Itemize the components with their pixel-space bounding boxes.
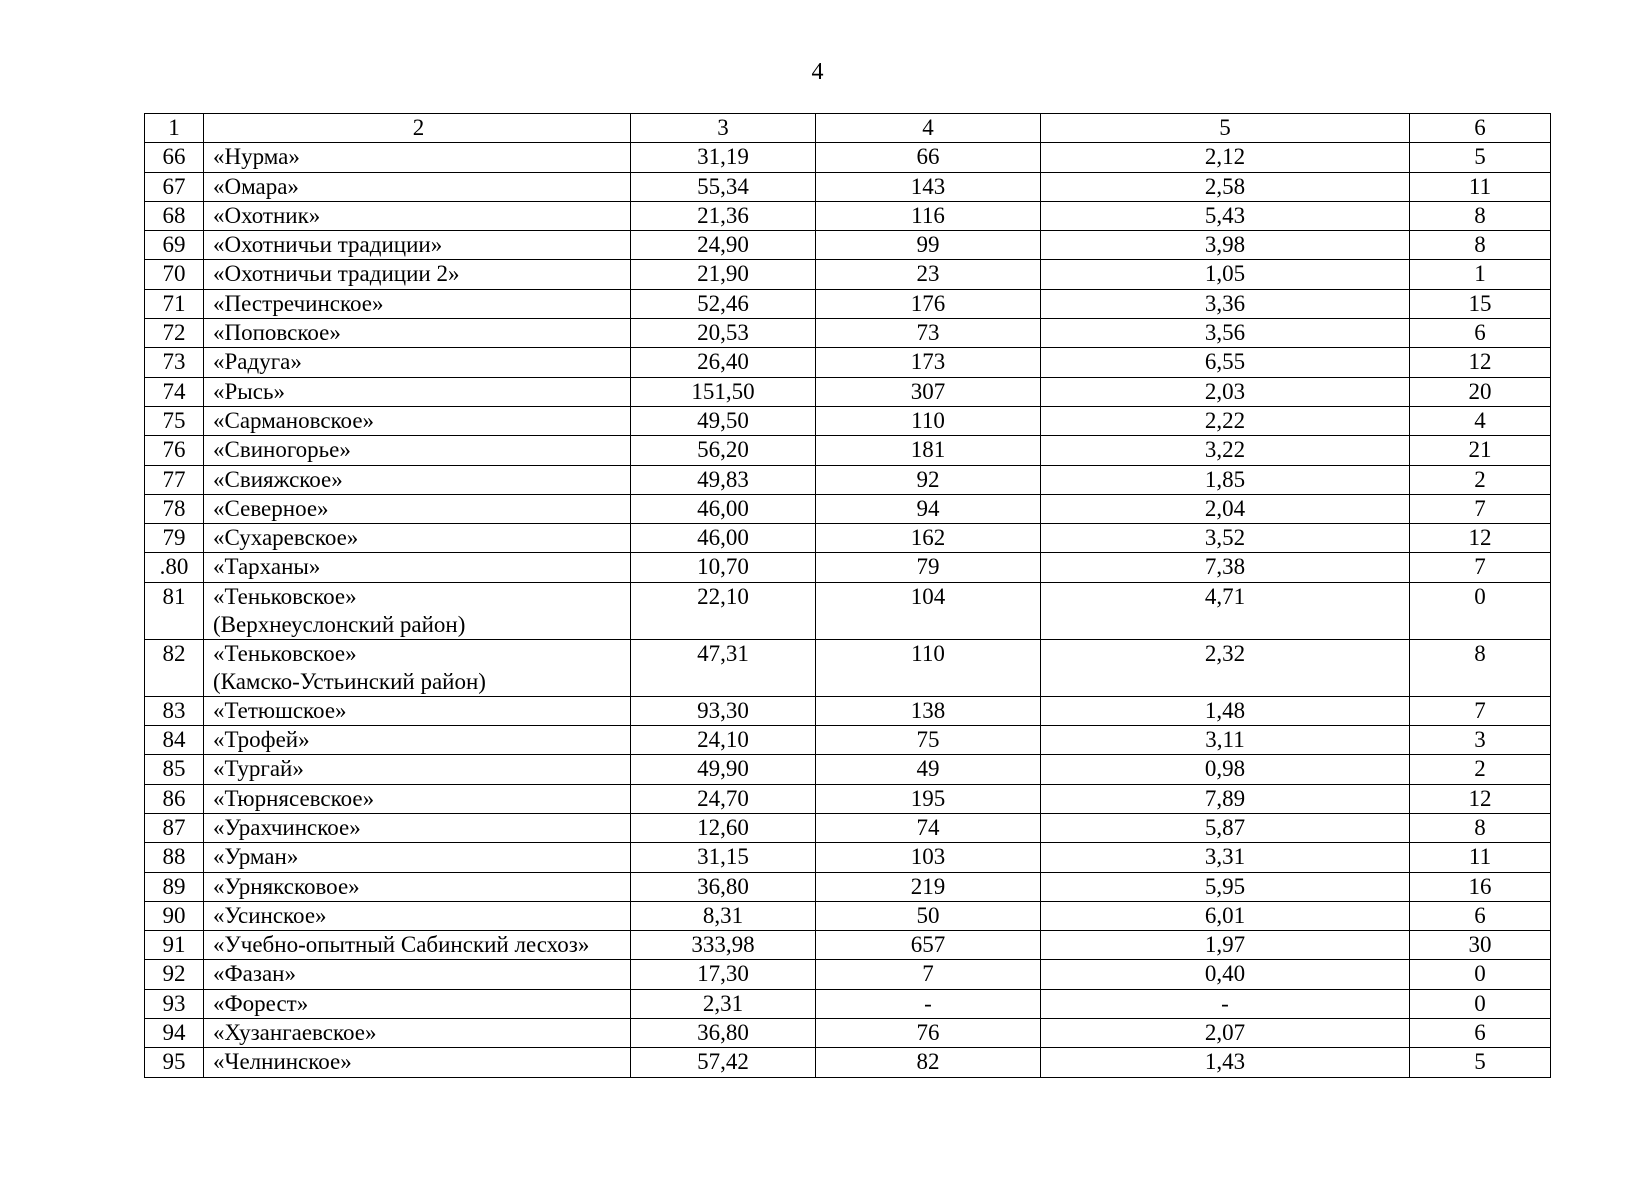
table-row xyxy=(145,406,1551,435)
col5-cell: 2,58 xyxy=(1041,172,1410,201)
col4-cell: 110 xyxy=(816,639,1041,696)
table-row xyxy=(145,348,1551,377)
col6-cell: 8 xyxy=(1410,813,1551,842)
col4-cell: 173 xyxy=(816,348,1041,377)
row-number-cell: 73 xyxy=(145,348,204,377)
col3-cell: 24,10 xyxy=(631,726,816,755)
col5-cell: 3,36 xyxy=(1041,289,1410,318)
row-number-cell: 95 xyxy=(145,1048,204,1077)
row-number-cell: 84 xyxy=(145,726,204,755)
table-row xyxy=(145,465,1551,494)
col6-cell: 2 xyxy=(1410,755,1551,784)
row-number-cell: 70 xyxy=(145,260,204,289)
row-number-cell: 82 xyxy=(145,639,204,696)
name-line: «Охотник» xyxy=(213,202,321,228)
name-line: «Тарханы» xyxy=(213,554,321,580)
col5-cell: 7,89 xyxy=(1041,784,1410,813)
table-row xyxy=(145,931,1551,960)
col5-cell: 6,01 xyxy=(1041,901,1410,930)
table-row xyxy=(145,960,1551,989)
table-row xyxy=(145,755,1551,784)
col6-cell: 15 xyxy=(1410,289,1551,318)
name-line: «Тургай» xyxy=(213,756,304,782)
name-line: «Радуга» xyxy=(213,349,302,375)
col4-cell: 92 xyxy=(816,465,1041,494)
name-line: «Хузангаевское» xyxy=(213,1020,377,1046)
col5-cell: 3,22 xyxy=(1041,436,1410,465)
col3-cell: 20,53 xyxy=(631,319,816,348)
name-cell xyxy=(204,755,631,784)
col4-cell: - xyxy=(816,989,1041,1018)
row-number-cell: 81 xyxy=(145,582,204,639)
col4-cell: 94 xyxy=(816,494,1041,523)
col6-cell: 1 xyxy=(1410,260,1551,289)
name-cell xyxy=(204,726,631,755)
col5-cell: 2,12 xyxy=(1041,143,1410,172)
col5-cell: 2,32 xyxy=(1041,639,1410,696)
name-cell xyxy=(204,843,631,872)
table-row xyxy=(145,377,1551,406)
col6-cell: 7 xyxy=(1410,696,1551,725)
name-line: «Свияжское» xyxy=(213,466,343,492)
row-number-cell: 67 xyxy=(145,172,204,201)
table-row xyxy=(145,582,1551,639)
col4-cell: 82 xyxy=(816,1048,1041,1077)
col6-cell: 0 xyxy=(1410,989,1551,1018)
col4-cell: 143 xyxy=(816,172,1041,201)
table-header-row xyxy=(145,114,1551,143)
name-line: «Нурма» xyxy=(213,144,300,170)
col5-cell: 2,03 xyxy=(1041,377,1410,406)
name-line: «Учебно-опытный Сабинский лесхоз» xyxy=(213,932,590,958)
name-cell xyxy=(204,172,631,201)
col5-cell: 5,95 xyxy=(1041,872,1410,901)
col6-cell: 12 xyxy=(1410,524,1551,553)
col3-cell: 26,40 xyxy=(631,348,816,377)
table-row xyxy=(145,726,1551,755)
col3-cell: 46,00 xyxy=(631,524,816,553)
row-number-cell: 72 xyxy=(145,319,204,348)
row-number-cell: 66 xyxy=(145,143,204,172)
col5-cell: 3,98 xyxy=(1041,231,1410,260)
col6-cell: 5 xyxy=(1410,143,1551,172)
col3-cell: 31,19 xyxy=(631,143,816,172)
col3-cell: 8,31 xyxy=(631,901,816,930)
header-cell-4: 4 xyxy=(816,114,1041,143)
row-number-cell: 85 xyxy=(145,755,204,784)
col5-cell: 1,43 xyxy=(1041,1048,1410,1077)
row-number-cell: 89 xyxy=(145,872,204,901)
col4-cell: 49 xyxy=(816,755,1041,784)
col3-cell: 17,30 xyxy=(631,960,816,989)
col5-cell: 2,22 xyxy=(1041,406,1410,435)
row-number-cell: 71 xyxy=(145,289,204,318)
col4-cell: 99 xyxy=(816,231,1041,260)
name-line: «Форест» xyxy=(213,990,309,1016)
col4-cell: 138 xyxy=(816,696,1041,725)
col4-cell: 162 xyxy=(816,524,1041,553)
name-line: «Усинское» xyxy=(213,902,327,928)
col6-cell: 8 xyxy=(1410,231,1551,260)
col4-cell: 181 xyxy=(816,436,1041,465)
col5-cell: 2,04 xyxy=(1041,494,1410,523)
name-line: «Урняксковое» xyxy=(213,873,360,899)
table-row xyxy=(145,872,1551,901)
col4-cell: 195 xyxy=(816,784,1041,813)
name-line: «Сухаревское» xyxy=(213,525,359,551)
col5-cell: 3,56 xyxy=(1041,319,1410,348)
row-number-cell: 88 xyxy=(145,843,204,872)
name-line: «Поповское» xyxy=(213,320,341,346)
col5-cell: 1,48 xyxy=(1041,696,1410,725)
row-number-cell: 69 xyxy=(145,231,204,260)
col3-cell: 24,70 xyxy=(631,784,816,813)
header-cell-5: 5 xyxy=(1041,114,1410,143)
col4-cell: 66 xyxy=(816,143,1041,172)
col6-cell: 4 xyxy=(1410,406,1551,435)
row-number-cell: 77 xyxy=(145,465,204,494)
col4-cell: 50 xyxy=(816,901,1041,930)
col4-cell: 74 xyxy=(816,813,1041,842)
col6-cell: 16 xyxy=(1410,872,1551,901)
col3-cell: 47,31 xyxy=(631,639,816,696)
col4-cell: 79 xyxy=(816,553,1041,582)
name-cell xyxy=(204,260,631,289)
name-cell xyxy=(204,582,631,639)
table-row xyxy=(145,696,1551,725)
col4-cell: 7 xyxy=(816,960,1041,989)
row-number-cell: 75 xyxy=(145,406,204,435)
col6-cell: 30 xyxy=(1410,931,1551,960)
table-row xyxy=(145,201,1551,230)
page-number: 4 xyxy=(811,59,824,85)
col3-cell: 24,90 xyxy=(631,231,816,260)
row-number-cell: 74 xyxy=(145,377,204,406)
table-row xyxy=(145,436,1551,465)
name-cell xyxy=(204,784,631,813)
name-line: (Камско-Устьинский район) xyxy=(213,668,486,694)
table-row xyxy=(145,494,1551,523)
name-line: «Свиногорье» xyxy=(213,437,351,463)
col6-cell: 6 xyxy=(1410,1019,1551,1048)
col4-cell: 219 xyxy=(816,872,1041,901)
name-cell xyxy=(204,201,631,230)
col4-cell: 104 xyxy=(816,582,1041,639)
col6-cell: 11 xyxy=(1410,843,1551,872)
col6-cell: 5 xyxy=(1410,1048,1551,1077)
table-row xyxy=(145,260,1551,289)
name-cell xyxy=(204,494,631,523)
name-line: (Верхнеуслонский район) xyxy=(213,611,466,637)
col5-cell: 6,55 xyxy=(1041,348,1410,377)
name-cell xyxy=(204,813,631,842)
col6-cell: 0 xyxy=(1410,960,1551,989)
col5-cell: 1,05 xyxy=(1041,260,1410,289)
col4-cell: 76 xyxy=(816,1019,1041,1048)
table-row xyxy=(145,989,1551,1018)
row-number-cell: 86 xyxy=(145,784,204,813)
name-line: «Трофей» xyxy=(213,727,310,753)
col3-cell: 22,10 xyxy=(631,582,816,639)
col5-cell: 0,40 xyxy=(1041,960,1410,989)
col5-cell: 1,97 xyxy=(1041,931,1410,960)
name-cell xyxy=(204,553,631,582)
name-cell xyxy=(204,436,631,465)
table-row xyxy=(145,319,1551,348)
name-line: «Охотничьи традиции» xyxy=(213,232,443,258)
col3-cell: 2,31 xyxy=(631,989,816,1018)
table-row xyxy=(145,901,1551,930)
col6-cell: 0 xyxy=(1410,582,1551,639)
row-number-cell: 68 xyxy=(145,201,204,230)
row-number-cell: 91 xyxy=(145,931,204,960)
name-cell xyxy=(204,960,631,989)
name-cell xyxy=(204,319,631,348)
name-cell xyxy=(204,1019,631,1048)
name-cell xyxy=(204,639,631,696)
col4-cell: 23 xyxy=(816,260,1041,289)
col3-cell: 333,98 xyxy=(631,931,816,960)
col6-cell: 21 xyxy=(1410,436,1551,465)
name-cell xyxy=(204,348,631,377)
name-cell xyxy=(204,143,631,172)
col3-cell: 151,50 xyxy=(631,377,816,406)
col3-cell: 52,46 xyxy=(631,289,816,318)
col5-cell: 3,11 xyxy=(1041,726,1410,755)
name-line: «Теньковское» xyxy=(213,583,357,609)
header-cell-6: 6 xyxy=(1410,114,1551,143)
col6-cell: 6 xyxy=(1410,319,1551,348)
name-cell xyxy=(204,1048,631,1077)
col3-cell: 36,80 xyxy=(631,1019,816,1048)
row-number-cell: 76 xyxy=(145,436,204,465)
col3-cell: 10,70 xyxy=(631,553,816,582)
name-line: «Тюрнясевское» xyxy=(213,785,375,811)
col3-cell: 49,50 xyxy=(631,406,816,435)
name-cell xyxy=(204,931,631,960)
row-number-cell: 87 xyxy=(145,813,204,842)
col6-cell: 8 xyxy=(1410,639,1551,696)
table-row xyxy=(145,172,1551,201)
col5-cell: - xyxy=(1041,989,1410,1018)
col5-cell: 2,07 xyxy=(1041,1019,1410,1048)
header-cell-3: 3 xyxy=(631,114,816,143)
col3-cell: 12,60 xyxy=(631,813,816,842)
table-row xyxy=(145,784,1551,813)
col4-cell: 176 xyxy=(816,289,1041,318)
name-cell xyxy=(204,377,631,406)
name-cell xyxy=(204,901,631,930)
row-number-cell: 93 xyxy=(145,989,204,1018)
row-number-cell: 94 xyxy=(145,1019,204,1048)
name-cell xyxy=(204,289,631,318)
name-cell xyxy=(204,696,631,725)
table-row xyxy=(145,1048,1551,1077)
table-row xyxy=(145,813,1551,842)
name-cell xyxy=(204,465,631,494)
col6-cell: 12 xyxy=(1410,784,1551,813)
name-cell xyxy=(204,406,631,435)
col4-cell: 103 xyxy=(816,843,1041,872)
table-row xyxy=(145,1019,1551,1048)
row-number-cell: .80 xyxy=(145,553,204,582)
col3-cell: 49,83 xyxy=(631,465,816,494)
name-line: «Теньковское» xyxy=(213,640,357,666)
col5-cell: 3,31 xyxy=(1041,843,1410,872)
name-line: «Северное» xyxy=(213,495,329,521)
col5-cell: 5,87 xyxy=(1041,813,1410,842)
col6-cell: 7 xyxy=(1410,553,1551,582)
name-cell xyxy=(204,989,631,1018)
col3-cell: 57,42 xyxy=(631,1048,816,1077)
table-row xyxy=(145,843,1551,872)
table-row xyxy=(145,553,1551,582)
col5-cell: 7,38 xyxy=(1041,553,1410,582)
col4-cell: 75 xyxy=(816,726,1041,755)
name-line: «Урахчинское» xyxy=(213,814,361,840)
col4-cell: 73 xyxy=(816,319,1041,348)
col6-cell: 7 xyxy=(1410,494,1551,523)
row-number-cell: 83 xyxy=(145,696,204,725)
name-cell xyxy=(204,872,631,901)
row-number-cell: 92 xyxy=(145,960,204,989)
col6-cell: 3 xyxy=(1410,726,1551,755)
col3-cell: 36,80 xyxy=(631,872,816,901)
col3-cell: 21,36 xyxy=(631,201,816,230)
name-line: «Сармановское» xyxy=(213,407,375,433)
col6-cell: 2 xyxy=(1410,465,1551,494)
col6-cell: 11 xyxy=(1410,172,1551,201)
header-cell-2: 2 xyxy=(204,114,631,143)
name-line: «Пестречинское» xyxy=(213,290,384,316)
header-cell-1: 1 xyxy=(145,114,204,143)
col5-cell: 4,71 xyxy=(1041,582,1410,639)
col5-cell: 3,52 xyxy=(1041,524,1410,553)
col3-cell: 46,00 xyxy=(631,494,816,523)
data-table xyxy=(144,113,1551,1078)
row-number-cell: 79 xyxy=(145,524,204,553)
col6-cell: 12 xyxy=(1410,348,1551,377)
col5-cell: 5,43 xyxy=(1041,201,1410,230)
col6-cell: 6 xyxy=(1410,901,1551,930)
name-line: «Омара» xyxy=(213,173,299,199)
table-row xyxy=(145,639,1551,696)
col4-cell: 116 xyxy=(816,201,1041,230)
name-line: «Фазан» xyxy=(213,961,296,987)
col5-cell: 1,85 xyxy=(1041,465,1410,494)
name-cell xyxy=(204,231,631,260)
table-row xyxy=(145,289,1551,318)
col3-cell: 93,30 xyxy=(631,696,816,725)
col3-cell: 49,90 xyxy=(631,755,816,784)
col4-cell: 110 xyxy=(816,406,1041,435)
col4-cell: 657 xyxy=(816,931,1041,960)
table-row xyxy=(145,231,1551,260)
col3-cell: 31,15 xyxy=(631,843,816,872)
col3-cell: 55,34 xyxy=(631,172,816,201)
row-number-cell: 90 xyxy=(145,901,204,930)
table-row xyxy=(145,143,1551,172)
col3-cell: 21,90 xyxy=(631,260,816,289)
name-line: «Рысь» xyxy=(213,378,285,404)
name-line: «Охотничьи традиции 2» xyxy=(213,261,460,287)
col6-cell: 20 xyxy=(1410,377,1551,406)
table-body xyxy=(145,114,1551,1078)
col3-cell: 56,20 xyxy=(631,436,816,465)
col5-cell: 0,98 xyxy=(1041,755,1410,784)
table-row xyxy=(145,524,1551,553)
name-line: «Тетюшское» xyxy=(213,697,347,723)
name-line: «Урман» xyxy=(213,844,299,870)
row-number-cell: 78 xyxy=(145,494,204,523)
col4-cell: 307 xyxy=(816,377,1041,406)
col6-cell: 8 xyxy=(1410,201,1551,230)
name-cell xyxy=(204,524,631,553)
name-line: «Челнинское» xyxy=(213,1049,352,1075)
